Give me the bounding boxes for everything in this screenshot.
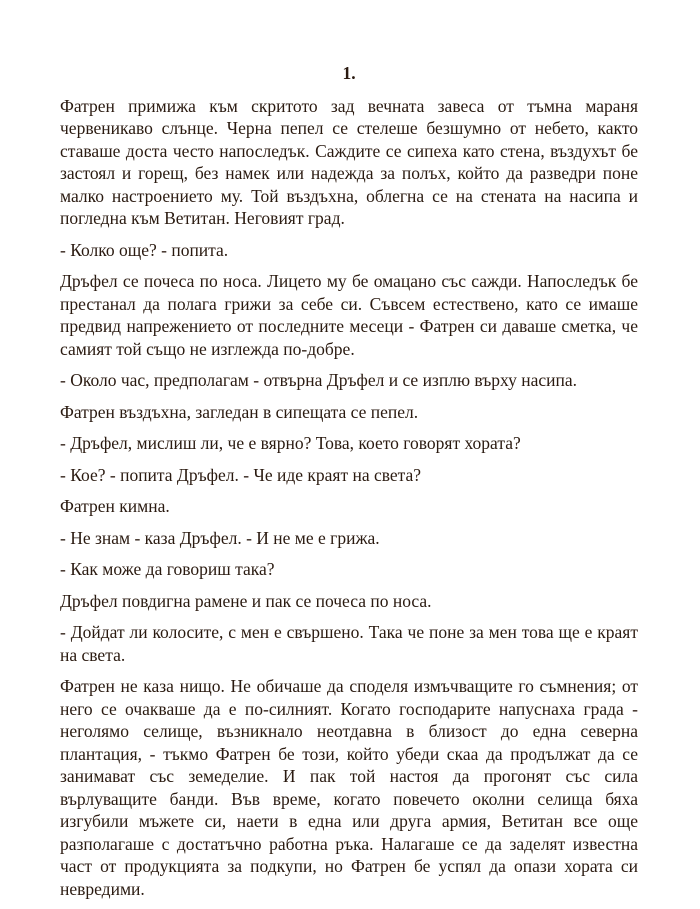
paragraph-5: Фатрен въздъхна, загледан в сипещата се пепел.	[60, 401, 419, 422]
paragraph-9: - Не знам - каза Дръфел. - И не ме е грижа.	[60, 527, 380, 548]
chapter-heading: 1.	[342, 63, 356, 83]
paragraph-2: - Колко още? - попита.	[60, 239, 229, 260]
paragraph-7: - Кое? - попита Дръфел. - Че иде краят на света?	[60, 464, 422, 485]
paragraph-13: Фатрен не каза нищо. Не обичаше да споделя измъчващите го съмнения; от него се очакваше да е по-силният. Когато господарите напуснаха града - неголямо селище, възникнало неотдавна в близост до една северна плантация, - тъкмо Фатрен бе този, който убеди скаа да продължат да се занимават със земеделие. И пак той настоя да прогонят със сила върлуващите банди. Във време, когато повечето околни селища бяха изгубили мъжете си, наети в една или друга армия, Ветитан все още разполагаше с достатъчно работна ръка. Налагаше се да заделят известна част от продукцията за подкупи, но Фатрен бе успял да опази хората си невредими.	[60, 676, 638, 899]
paragraph-12: - Дойдат ли колосите, с мен е свършено. Така че поне за мен това ще е краят на света.	[60, 622, 638, 665]
paragraph-8: Фатрен кимна.	[60, 496, 170, 516]
paragraph-3: Дръфел се почеса по носа. Лицето му бе омацано със сажди. Напоследък бе престанал да полага грижи за себе си. Съвсем естествено, като се имаше предвид напрежението от последните месеци - Фатрен си даваше сметка, че самият той също не изглежда по-добре.	[60, 271, 638, 359]
paragraph-6: - Дръфел, мислиш ли, че е вярно? Това, което говорят хората?	[60, 433, 521, 453]
paragraph-10: - Как може да говориш така?	[60, 559, 275, 579]
paragraph-11: Дръфел повдигна рамене и пак се почеса по носа.	[60, 590, 432, 611]
paragraph-1: Фатрен примижа към скритото зад вечната завеса от тъмна мараня червеникаво слънце. Черна пепел се стелеше безшумно от небето, както ставаше доста често напоследък. Саждите се сипеха като стена, въздухът бе застоял и горещ, без намек или надежда за полъх, който да разведри поне малко настроението му. Той въздъхна, облегна се на стената на насипа и погледна към Ветитан. Неговият град.	[60, 95, 638, 228]
document-page	[60, 62, 638, 909]
paragraph-4: - Около час, предполагам - отвърна Дръфел и се изплю върху насипа.	[60, 370, 578, 390]
